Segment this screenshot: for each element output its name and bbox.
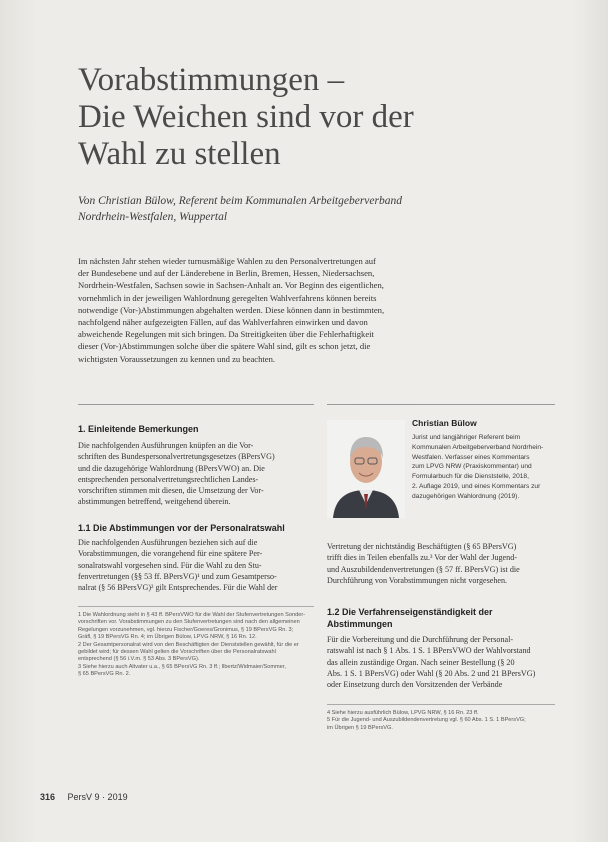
footnote-line: § 65 BPersVG Rn. 2. xyxy=(78,671,131,678)
portrait-icon xyxy=(327,420,405,518)
section-divider-right xyxy=(327,404,555,405)
footnote-divider-right xyxy=(327,704,555,705)
footnote-line: Regelungen vorzunehmen, vgl. hierzu Fischer/Goeres/Gronimus, § 19 BPersVG Rn. 3; xyxy=(78,626,294,633)
journal-issue: PersV 9 · 2019 xyxy=(67,792,128,802)
article-title xyxy=(78,62,548,173)
abstract-line: wichtigsten Voraussetzungen zu kennen und zu beachten. xyxy=(78,353,276,364)
bio-line: Formularbuch für die Dienststelle, 2018, xyxy=(412,473,529,481)
body-line: oder Einsetzung durch den Vorsitzenden der Verbände xyxy=(327,680,503,690)
byline-line: Nordrhein-Westfalen, Wuppertal xyxy=(78,211,228,223)
body-line: und die dazugehörige Wahlordnung (BPersVWO) an. Die xyxy=(78,463,265,473)
body-line: Für die Vorbereitung und die Durchführung der Personal- xyxy=(327,635,514,644)
body-line: trifft dies in Teilen ebenfalls zu.³ Vor der Wahl der Jugend- xyxy=(327,553,517,563)
footnote-line: vorschriften vor. Vorabstimmungen zu den Stufenvertretungen sind nach den allgemeinen xyxy=(78,619,300,626)
section-heading-1-1: 1.1 Die Abstimmungen vor der Personalratswahl xyxy=(78,523,285,533)
footnote-line: Gräfl, § 19 BPersVG Rn. 4; im Übrigen Bülow, LPVG NRW, § 16 Rn. 12. xyxy=(78,634,257,641)
body-line: abstimmungen betreffend, weitgehend überein. xyxy=(78,497,231,507)
body-line: vorschriften stimmen mit diesen, die Umsetzung der Vor- xyxy=(78,486,264,496)
section-heading-1-2 xyxy=(327,606,493,630)
body-line: nalrat (§ 56 BPersVG)² gilt Entsprechendes. Für die Wahl der xyxy=(78,583,278,593)
abstract-line: Nordrhein-Westfalen, Sachsen sowie in Sachsen-Anhalt an. Vor Beginn des eigentlichen, xyxy=(78,280,384,291)
footnote-line: 3 Siehe hierzu auch Altvater u.a., § 65 BPersVG Rn. 3 ff.; Ilbertz/Widmaier/Sommer, xyxy=(78,663,286,670)
section-1-body xyxy=(78,440,314,508)
body-line: Die nachfolgenden Ausführungen knüpfen an die Vor- xyxy=(78,441,254,450)
footnotes-right xyxy=(327,710,555,732)
footnote-line: entsprechend (§ 56 i.V.m. § 53 Abs. 3 BPersVG). xyxy=(78,656,200,663)
author-bio xyxy=(412,433,554,502)
section-1-1-body xyxy=(78,537,314,593)
title-line: Wahl zu stellen xyxy=(78,136,281,172)
title-line: Die Weichen sind vor der xyxy=(78,99,414,135)
footnote-line: gebildet wird; für dessen Wahl gelten die Vorschriften über die Personalratswahl xyxy=(78,649,276,656)
section-divider-left xyxy=(78,404,314,405)
abstract-line: nachfolgend näher aufgezeigten Fällen, auf das Wahlverfahren einwirken und davon xyxy=(78,317,368,328)
author-byline xyxy=(78,193,548,225)
body-line: fenvertretungen (§§ 53 ff. BPersVG)¹ und zum Gesamtperso- xyxy=(78,571,277,581)
body-line: ratswahl ist nach § 1 Abs. 1 S. 1 BPersVWO der Wahlvorstand xyxy=(327,646,531,656)
footnote-line: 2 Der Gesamtpersonalrat wird von den Beschäftigten der Dienststellen gewählt, für die er xyxy=(78,641,299,648)
body-line: entsprechenden personalvertretungsrechtlichen Landes- xyxy=(78,474,259,484)
bio-line: Westfalen. Verfasser eines Kommentars xyxy=(412,453,530,461)
body-line: das allein zuständige Organ. Nach seiner Bestellung (§ 20 xyxy=(327,657,515,667)
body-line: sonalratswahl vorgesehen sind. Für die Wahl zu den Stu- xyxy=(78,560,262,570)
author-photo xyxy=(327,420,405,518)
abstract-line: notwendige (Vor-)Abstimmungen abgehalten werden. Diese können dann in bestimmten, xyxy=(78,304,385,315)
footnote-line: 5 Für die Jugend- und Auszubildendenvertretung vgl. § 60 Abs. 1 S. 1 BPersVG; xyxy=(327,717,526,724)
footnotes-left xyxy=(78,612,314,679)
body-line: Durchführung von Vorabstimmungen nicht vorgesehen. xyxy=(327,575,508,585)
footnote-line: 4 Siehe hierzu ausführlich Bülow, LPVG NRW, § 16 Rn. 23 ff. xyxy=(327,710,479,716)
bio-line: Kommunalen Arbeitgeberverband Nordrhein- xyxy=(412,443,544,451)
section-heading-1: 1. Einleitende Bemerkungen xyxy=(78,424,199,434)
byline-line: Von Christian Bülow, Referent beim Kommunalen Arbeitgeberverband xyxy=(78,195,402,207)
abstract-line: vornehmlich in der jeweiligen Wahlordnung geregelten Wahlverfahrens können bereits xyxy=(78,292,377,303)
abstract-line: Im nächsten Jahr stehen wieder turnusmäßige Wahlen zu den Personalvertretungen auf xyxy=(78,256,376,266)
section-1-2-body xyxy=(327,634,555,690)
abstract-line: abweichende Regelungen mit sich bringen. Da Streitigkeiten über die Fehlerhaftigkeit xyxy=(78,329,374,340)
body-line: Abs. 1 S. 1 BPersVG) oder Wahl (§ 20 Abs. 2 und 21 BPersVG) xyxy=(327,668,536,678)
footnote-line: 1 Die Wahlordnung sieht in § 43 ff. BPersVWO für die Wahl der Stufenvertretungen Sonder- xyxy=(78,612,306,618)
heading-line: 1.2 Die Verfahrenseigenständigkeit der xyxy=(327,607,493,617)
bio-line: zum LPVG NRW (Praxiskommentar) und xyxy=(412,463,532,471)
footnote-line: im Übrigen § 19 BPersVG. xyxy=(327,724,393,731)
abstract-line: der Bundesebene und auf der Länderebene in Berlin, Bremen, Hessen, Niedersachsen, xyxy=(78,268,375,279)
body-line: Vorabstimmungen, die vorangehend für eine spätere Per- xyxy=(78,549,263,559)
page-number: 316 xyxy=(40,792,56,802)
author-name: Christian Bülow xyxy=(412,418,477,428)
abstract-line: dieser (Vor-)Abstimmungen solche über die spätere Wahl sind, gilt es schon jetzt, die xyxy=(78,341,371,352)
right-column-body xyxy=(327,541,555,586)
body-line: und Auszubildendenvertretungen (§ 57 ff. BPersVG) ist die xyxy=(327,564,520,574)
abstract xyxy=(78,255,540,365)
bio-line: Jurist und langjähriger Referent beim xyxy=(412,434,521,441)
page-footer xyxy=(40,792,128,802)
heading-line: Abstimmungen xyxy=(327,619,393,629)
title-line: Vorabstimmungen – xyxy=(78,62,345,98)
bio-line: 2. Auflage 2019, und eines Kommentars zur xyxy=(412,482,541,490)
body-line: schriften des Bundespersonalvertretungsgesetzes (BPersVG) xyxy=(78,452,275,462)
body-line: Die nachfolgenden Ausführungen beziehen sich auf die xyxy=(78,538,258,547)
bio-line: dazugehörigen Wahlordnung (2019). xyxy=(412,492,520,500)
body-line: Vertretung der nichtständig Beschäftigten (§ 65 BPersVG) xyxy=(327,542,517,551)
footnote-divider-left xyxy=(78,606,314,607)
